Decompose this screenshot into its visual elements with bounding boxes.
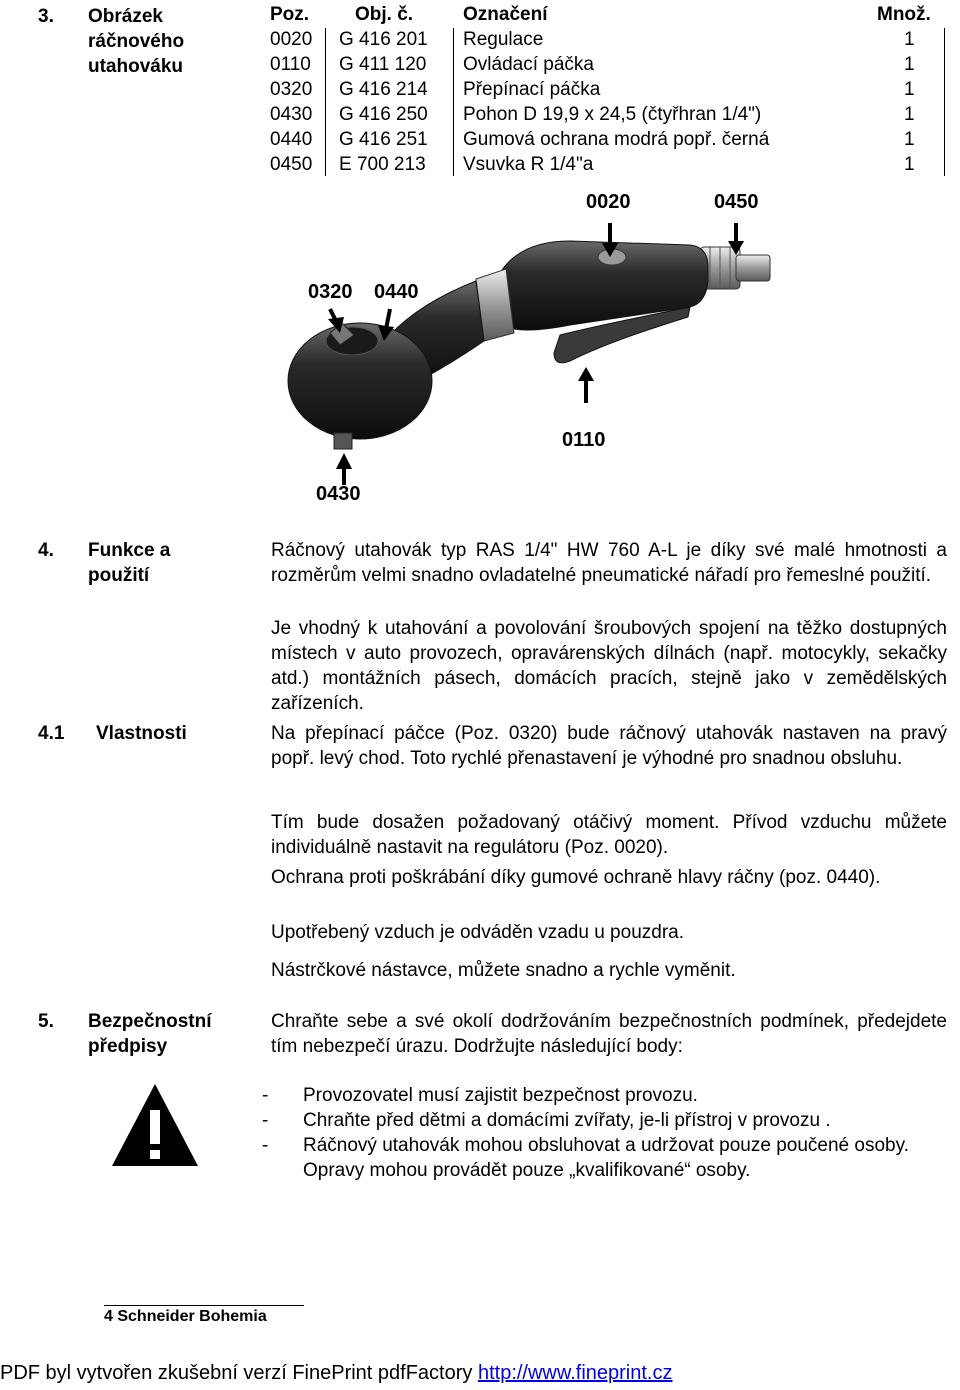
table-cell-designation: Přepínací páčka	[463, 79, 601, 100]
ratchet-wrench-drawing	[270, 185, 790, 515]
table-divider	[453, 28, 454, 176]
table-header-order: Obj. č.	[355, 4, 414, 25]
list-item	[262, 1133, 952, 1183]
section-41-paragraph-5: Nástrčkové nástavce, můžete snadno a rychle vyměnit.	[271, 960, 736, 981]
table-cell-designation: Regulace	[463, 29, 544, 50]
table-cell-order: G 416 214	[339, 79, 428, 100]
list-item	[262, 1108, 952, 1133]
section-3-title-line: utahováku	[88, 56, 184, 77]
page-footer-label: 4 Schneider Bohemia	[104, 1308, 267, 1325]
section-4-paragraph-2: Je vhodný k utahování a povolování šroubových spojení na těžko dostupných místech v auto provozech, opravárenských dílnách (např. motocykly, sekačky atd.) montážních pásech, domácích pracích, stejně jako v zemědělských zařízeních.	[271, 618, 947, 714]
callout-0110: 0110	[562, 429, 606, 451]
table-cell-pos: 0440	[270, 129, 313, 150]
table-divider	[944, 28, 945, 176]
bullet-dash: -	[262, 1135, 269, 1156]
section-4-number: 4.	[38, 540, 54, 561]
list-item-text: Ráčnový utahovák mohou obsluhovat a udržovat pouze poučené osoby. Opravy mohou provádět pouze „kvalifikované“ osoby.	[303, 1135, 909, 1181]
footer-rule	[104, 1305, 304, 1306]
table-cell-qty: 1	[904, 29, 915, 50]
list-item	[262, 1083, 952, 1108]
table-cell-order: G 416 250	[339, 104, 428, 125]
pdf-factory-notice	[0, 1362, 672, 1385]
table-cell-designation: Gumová ochrana modrá popř. černá	[463, 129, 770, 150]
section-41-paragraph-2: Tím bude dosažen požadovaný otáčivý moment. Přívod vzduchu můžete individuálně nastavit na regulátoru (Poz. 0020).	[271, 812, 947, 858]
table-cell-pos: 0110	[270, 54, 311, 75]
table-header-qty: Množ.	[877, 4, 931, 25]
table-cell-order: G 416 201	[339, 29, 428, 50]
callout-0430: 0430	[316, 483, 361, 505]
table-header-designation: Označení	[463, 4, 548, 25]
section-4-title-line: použití	[88, 565, 150, 586]
section-5-title	[88, 1009, 212, 1059]
table-cell-qty: 1	[904, 154, 915, 175]
section-41-paragraph-4: Upotřebený vzduch je odváděn vzadu u pouzdra.	[271, 922, 684, 943]
section-5-paragraph-1: Chraňte sebe a své okolí dodržováním bezpečnostních podmínek, předejdete tím nebezpečí úrazu. Dodržujte následující body:	[271, 1011, 947, 1057]
callout-0450: 0450	[714, 191, 759, 213]
section-5-number: 5.	[38, 1011, 54, 1032]
table-cell-pos: 0450	[270, 154, 313, 175]
section-41-number: 4.1	[38, 723, 65, 744]
section-4-paragraph-1: Ráčnový utahovák typ RAS 1/4" HW 760 A-L je díky své malé hmotnosti a rozměrům velmi snadno ovladatelné pneumatické nářadí pro řemeslné použití.	[271, 540, 947, 586]
table-cell-order: G 411 120	[339, 54, 427, 75]
table-cell-qty: 1	[904, 79, 915, 100]
section-4-title-line: Funkce a	[88, 540, 171, 561]
pdf-notice-text: PDF byl vytvořen zkušební verzí FinePrint pdfFactory	[0, 1362, 478, 1384]
ratchet-wrench-illustration	[270, 185, 790, 515]
table-cell-designation: Ovládací páčka	[463, 54, 594, 75]
table-cell-order: E 700 213	[339, 154, 426, 175]
section-3-title-line: Obrázek	[88, 6, 163, 27]
section-3-title	[88, 4, 184, 79]
table-cell-pos: 0430	[270, 104, 313, 125]
safety-bullet-list	[262, 1083, 952, 1183]
warning-triangle-icon	[110, 1082, 200, 1168]
table-divider	[325, 28, 326, 176]
table-cell-order: G 416 251	[339, 129, 428, 150]
table-cell-pos: 0320	[270, 79, 313, 100]
section-41-paragraph-3: Ochrana proti poškrábání díky gumové ochraně hlavy ráčny (poz. 0440).	[271, 867, 881, 888]
bullet-dash: -	[262, 1085, 269, 1106]
list-item-text: Provozovatel musí zajistit bezpečnost provozu.	[303, 1085, 698, 1106]
table-cell-qty: 1	[904, 54, 915, 75]
table-cell-pos: 0020	[270, 29, 313, 50]
callout-0440: 0440	[374, 281, 419, 303]
callout-0020: 0020	[586, 191, 631, 213]
list-item-text: Chraňte před dětmi a domácími zvířaty, je-li přístroj v provozu .	[303, 1110, 831, 1131]
table-cell-designation: Pohon D 19,9 x 24,5 (čtyřhran 1/4")	[463, 104, 762, 125]
section-3-number: 3.	[38, 6, 54, 27]
table-cell-qty: 1	[904, 104, 915, 125]
section-5-title-line: Bezpečnostní	[88, 1011, 212, 1032]
section-41-title: Vlastnosti	[96, 723, 187, 744]
bullet-dash: -	[262, 1110, 269, 1131]
table-cell-qty: 1	[904, 129, 915, 150]
section-5-title-line: předpisy	[88, 1036, 168, 1057]
table-header-pos: Poz.	[270, 4, 310, 25]
section-4-title	[88, 538, 170, 588]
table-cell-designation: Vsuvka R 1/4"a	[463, 154, 594, 175]
section-3-title-line: ráčnového	[88, 31, 185, 52]
fineprint-link[interactable]: http://www.fineprint.cz	[477, 1362, 673, 1384]
callout-0320: 0320	[308, 281, 353, 303]
section-41-paragraph-1: Na přepínací páčce (Poz. 0320) bude ráčnový utahovák nastaven na pravý popř. levý chod. Toto rychlé přenastavení je výhodné pro snadnou obsluhu.	[271, 723, 947, 769]
